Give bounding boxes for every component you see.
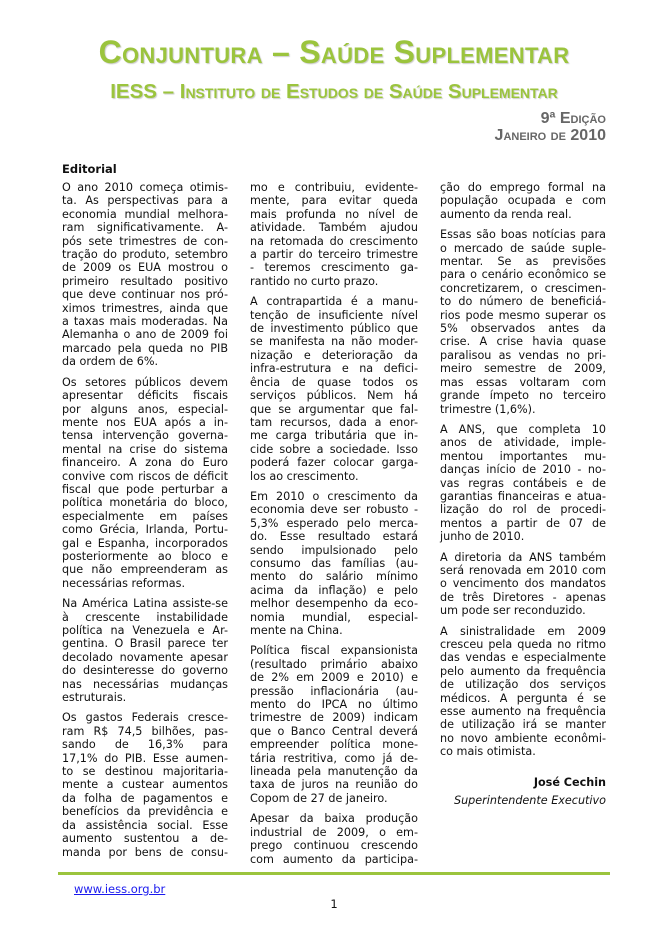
text-line: financeiro. A zona do Euro [62,456,228,470]
text-line: com aumento da participa- [250,852,418,866]
text-line: ção do emprego formal na [440,181,606,194]
paragraph [62,181,228,369]
text-line: mais profunda no nível de [250,207,418,221]
text-line: acima da inflação) e pelo [250,583,418,597]
text-line: gentina. O Brasil parece ter [62,637,228,651]
publication-title: Conjuntura – Saúde Suplementar [98,34,570,70]
text-line: mento do IPCA no último [250,698,418,712]
text-line: trimestre (1,6%). [440,402,536,416]
paragraph [62,711,228,858]
text-line: que deve continuar nos pró- [62,288,228,302]
text-line: A ANS, que completa 10 [440,422,606,436]
text-line: O ano 2010 começa otimis- [62,181,228,194]
text-line: especialmente em países [62,509,228,523]
text-line: pelo aumento da frequência [440,664,606,678]
text-line: Na América Latina assiste-se [62,597,228,611]
text-line: por alguns anos, especial- [62,402,228,416]
text-line: apresentar déficits fiscais [62,389,228,403]
text-line: 5,3% esperado pelo merca- [250,516,418,530]
text-line: to do número de beneficiá- [440,295,606,309]
text-line: ta. As perspectivas para a [62,194,228,208]
text-line: manda por bens de consu- [62,845,228,859]
text-line: cresceu pela queda no ritmo [440,638,606,651]
text-line: me carga tributária que in- [250,429,418,443]
text-line: ência de quase todos os [250,375,418,389]
paragraph [250,295,418,483]
text-line: atividade. Também ajudou [250,221,418,235]
text-line: empreender política mone- [250,738,418,752]
text-line: Copom de 27 de janeiro. [250,791,388,805]
text-line: pressão inflacionária (au- [250,684,418,698]
text-line: fiscal que pode perturbar a [62,482,228,496]
text-line: los ao crescimento. [250,469,359,483]
text-line: um pode ser reconduzido. [440,604,586,618]
text-line: cide sobre a sociedade. Isso [250,442,418,456]
text-line: Os gastos Federais cresce- [62,711,228,725]
text-line: do desinteresse do governo [62,664,228,678]
text-line: garantias financeiras e atua- [440,489,606,503]
text-line: da assistência social. Esse [62,818,228,832]
paragraph [250,490,418,637]
text-line: benefícios da previdência e [62,805,228,819]
text-line: poderá fazer colocar garga- [250,456,418,470]
text-line: industrial de 2009, o em- [250,825,418,839]
text-line: Política fiscal expansionista [250,644,418,658]
text-line: mente na China. [250,624,343,637]
text-line: mo e contribuiu, evidente- [250,181,418,194]
text-line: meiro semestre de 2009, [440,362,606,376]
text-column-3 [440,181,606,766]
paragraph [440,181,606,221]
text-line: Apesar da baixa produção [250,812,418,826]
text-line: lização do rol de procedi- [440,503,606,517]
section-heading: Editorial [62,162,117,176]
text-line: vas regras contábeis e de [440,476,606,490]
text-line: de utilização irá se manter [440,718,606,732]
text-line: população ocupada e com [440,194,606,208]
text-line: melhor desempenho da eco- [250,597,418,611]
text-line: Em 2010 o crescimento da [250,489,418,503]
edition-date: Janeiro de 2010 [494,127,606,144]
text-line: junho de 2010. [440,530,525,544]
text-line: nomia mundial, especial- [250,610,418,624]
text-line: mentar. Se as previsões [440,255,606,269]
text-line: tária restritiva, como já de- [250,751,418,765]
paragraph [250,812,418,866]
website-link[interactable]: www.iess.org.br [74,882,166,896]
text-line: posteriormente ao bloco e [62,549,228,563]
text-line: 5% observados antes da [440,322,606,336]
text-line: que se argumentar que fal- [250,402,418,416]
text-line: to se destinou majoritaria- [62,765,228,779]
text-line: sando de 16,3% para [62,738,228,752]
text-line: à crescente instabilidade [62,610,228,624]
text-line: médicos. A pergunta é se [440,691,606,705]
text-line: esse aumento na frequência [440,705,606,719]
text-line: tração do produto, setembro [62,248,228,262]
paragraph [440,423,606,544]
text-line: da folha de pagamentos e [62,791,228,805]
text-line: crise. A crise havia quase [440,335,606,349]
text-line: rantido no curto prazo. [250,274,379,288]
text-line: paralisou as vendas no pri- [440,348,606,362]
text-line: da ordem de 6%. [62,355,159,369]
text-line: de três Diretores - apenas [440,590,606,604]
text-line: serviços públicos. Nem há [250,389,418,403]
paragraph [250,644,418,805]
text-line: - teremos crescimento ga- [250,261,418,275]
text-line: convive com riscos de déficit [62,469,228,483]
text-line: na retomada do crescimento [250,234,418,248]
text-line: ram R$ 74,5 bilhões, pas- [62,724,228,738]
text-line: mente a custear aumentos [62,778,228,792]
page-number: 1 [330,897,338,911]
text-line: a partir do terceiro trimestre [250,248,418,262]
paragraph [62,376,228,591]
paragraph [250,181,418,288]
text-line: marcado pela queda no PIB [62,341,228,355]
text-line: taxa de juros na reunião do [250,778,418,792]
text-line: o mercado de saúde suple- [440,241,606,255]
text-line: aumento da renda real. [440,207,572,221]
text-line: grande ímpeto no terceiro [440,389,606,403]
text-line: aumento sustentou a de- [62,832,228,846]
text-line: primeiro resultado positivo [62,274,228,288]
text-line: consumo das famílias (au- [250,556,418,570]
paragraph [440,228,606,416]
text-line: ximos trimestres, ainda que [62,301,228,315]
text-line: decolado novamente apesar [62,650,228,664]
text-line: A sinistralidade em 2009 [440,624,606,638]
text-line: 17,1% do PIB. Esse aumen- [62,751,228,765]
text-line: A contrapartida é a manu- [250,295,418,309]
text-line: mente, para evitar queda [250,194,418,208]
text-line: mentou importantes mu- [440,449,606,463]
text-line: anos de atividade, imple- [440,436,606,450]
text-line: tam recursos, dada a enor- [250,415,418,429]
paragraph [62,597,228,704]
text-line: Os setores públicos devem [62,375,228,389]
text-line: mente nos EUA após a in- [62,415,228,429]
text-line: para o cenário econômico se [440,268,606,282]
text-line: nas necessárias mudanças [62,677,228,691]
paragraph [440,625,606,759]
text-line: pós sete trimestres de con- [62,234,228,248]
edition-number: 9ª Edição [540,110,606,127]
publication-subtitle: IESS – Instituto de Estudos de Saúde Suplementar [110,80,558,103]
text-line: como Grécia, Irlanda, Portu- [62,523,228,537]
text-column-1 [62,181,228,866]
text-line: prego continuou crescendo [250,839,418,853]
text-line: nização e deterioração da [250,348,418,362]
text-line: de investimento público que [250,322,418,336]
text-line: o vencimento dos mandatos [440,577,606,591]
text-line: a taxas mais moderadas. Na [62,315,228,329]
text-line: economia mundial melhora- [62,207,228,221]
text-line: (resultado primário abaixo [250,657,418,671]
text-line: tensa intervenção governa- [62,429,228,443]
text-line: danças início de 2010 - no- [440,463,606,477]
text-line: necessárias reformas. [62,576,186,590]
text-line: A diretoria da ANS também [440,550,606,564]
text-line: de 2009 os EUA mostrou o [62,261,228,275]
signature-name: José Cechin [533,776,606,789]
text-line: mental na crise do sistema [62,442,228,456]
edition-info [495,110,606,144]
text-line: será renovada em 2010 com [440,563,606,577]
text-line: tenção de insuficiente nível [250,308,418,322]
text-line: das vendas e especialmente [440,651,606,665]
text-line: co mais otimista. [440,745,536,759]
text-line: política monetária do bloco, [62,496,228,510]
text-line: economia deve ser robusto - [250,503,418,517]
text-line: Alemanha o ano de 2009 foi [62,328,228,342]
text-line: que não empreenderam as [62,563,228,577]
text-line: gal e Espanha, incorporados [62,536,228,550]
text-line: no novo ambiente econômi- [440,731,606,745]
text-line: de utilização dos serviços [440,678,606,692]
text-line: mentos a partir de 07 de [440,516,606,530]
text-line: infra-estrutura e na defici- [250,362,418,376]
text-line: se manifesta na não moder- [250,335,418,349]
text-line: trimestre de 2009) indicam [250,711,418,725]
text-line: rios pode mesmo superar os [440,308,606,322]
text-line: lineada pela manutenção da [250,765,418,779]
text-line: do. Esse resultado estará [250,530,418,544]
text-line: concretizarem, o crescimen- [440,281,606,295]
footer-divider [58,872,610,875]
text-line: de 2% em 2009 e 2010) e [250,671,418,685]
paragraph [440,551,606,618]
signature-role: Superintendente Executivo [453,794,606,807]
text-line: mas essas voltaram com [440,375,606,389]
text-column-2 [250,181,418,873]
text-line: estruturais. [62,691,127,705]
text-line: sendo impulsionado pelo [250,543,418,557]
text-line: Essas são boas notícias para [440,228,606,242]
text-line: que o Banco Central deverá [250,724,418,738]
text-line: política na Venezuela e Ar- [62,624,228,637]
text-line: mento do salário mínimo [250,570,418,584]
text-line: ram significativamente. A- [62,221,228,235]
